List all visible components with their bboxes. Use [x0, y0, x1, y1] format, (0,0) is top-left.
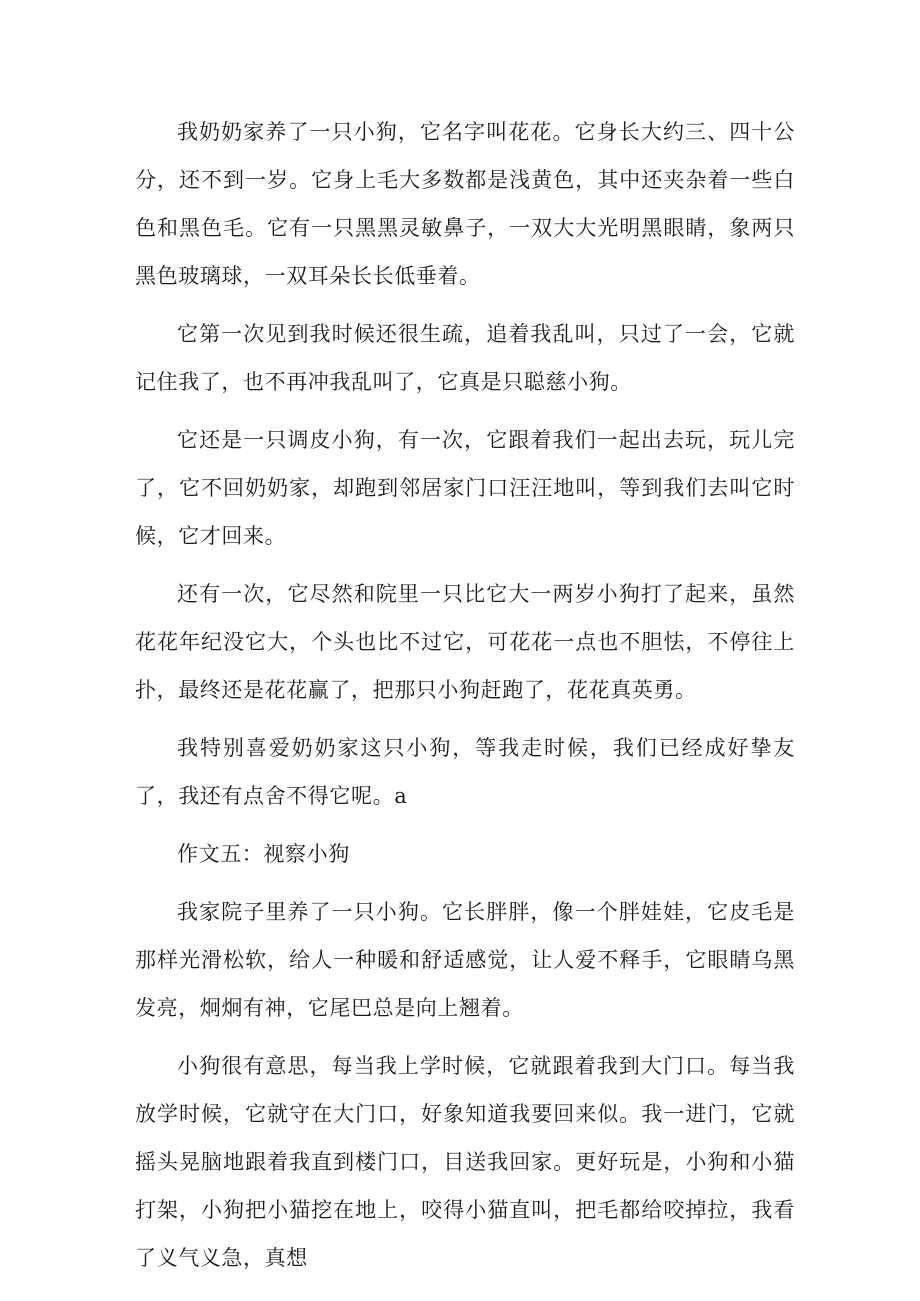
essay-title: 作文五：视察小狗	[177, 842, 350, 866]
paragraph-dog-description: 我奶奶家养了一只小狗，它名字叫花花。它身长大约三、四十公分，还不到一岁。它身上毛大多数都是浅黄色，其中还夹杂着一些白色和黑色毛。它有一只黑黑灵敏鼻子，一双大大光明黑眼睛，象两只黑色玻璃球，一双耳朵长长低垂着。	[135, 120, 795, 288]
paragraph-fondness: 我特别喜爱奶奶家这只小狗，等我走时候，我们已经成好挚友了，我还有点舍不得它呢。a	[135, 736, 795, 808]
paragraph-yard-dog: 我家院子里养了一只小狗。它长胖胖，像一个胖娃娃，它皮毛是那样光滑松软，给人一种暖和舒适感觉，让人爱不释手，它眼睛乌黑发亮，炯炯有神，它尾巴总是向上翘着。	[135, 900, 795, 1020]
document-body	[135, 108, 795, 1292]
paragraph-naughty-dog: 它还是一只调皮小狗，有一次，它跟着我们一起出去玩，玩儿完了，它不回奶奶家，却跑到邻居家门口汪汪地叫，等到我们去叫它时候，它才回来。	[135, 428, 795, 548]
paragraph-first-meeting: 它第一次见到我时候还很生疏，追着我乱叫，只过了一会，它就记住我了，也不再冲我乱叫了，它真是只聪慈小狗。	[135, 322, 795, 394]
paragraph-dog-interesting: 小狗很有意思，每当我上学时候，它就跟着我到大门口。每当我放学时候，它就守在大门口，好象知道我要回来似。我一进门，它就摇头晃脑地跟着我直到楼门口，目送我回家。更好玩是，小狗和小猫打架，小狗把小猫挖在地上，咬得小猫直叫，把毛都给咬掉拉，我看了义气义急，真想	[135, 1054, 795, 1270]
paragraph-dog-fight: 还有一次，它尽然和院里一只比它大一两岁小狗打了起来，虽然花花年纪没它大，个头也比不过它，可花花一点也不胆怯，不停往上扑，最终还是花花赢了，把那只小狗赶跑了，花花真英勇。	[135, 582, 795, 702]
